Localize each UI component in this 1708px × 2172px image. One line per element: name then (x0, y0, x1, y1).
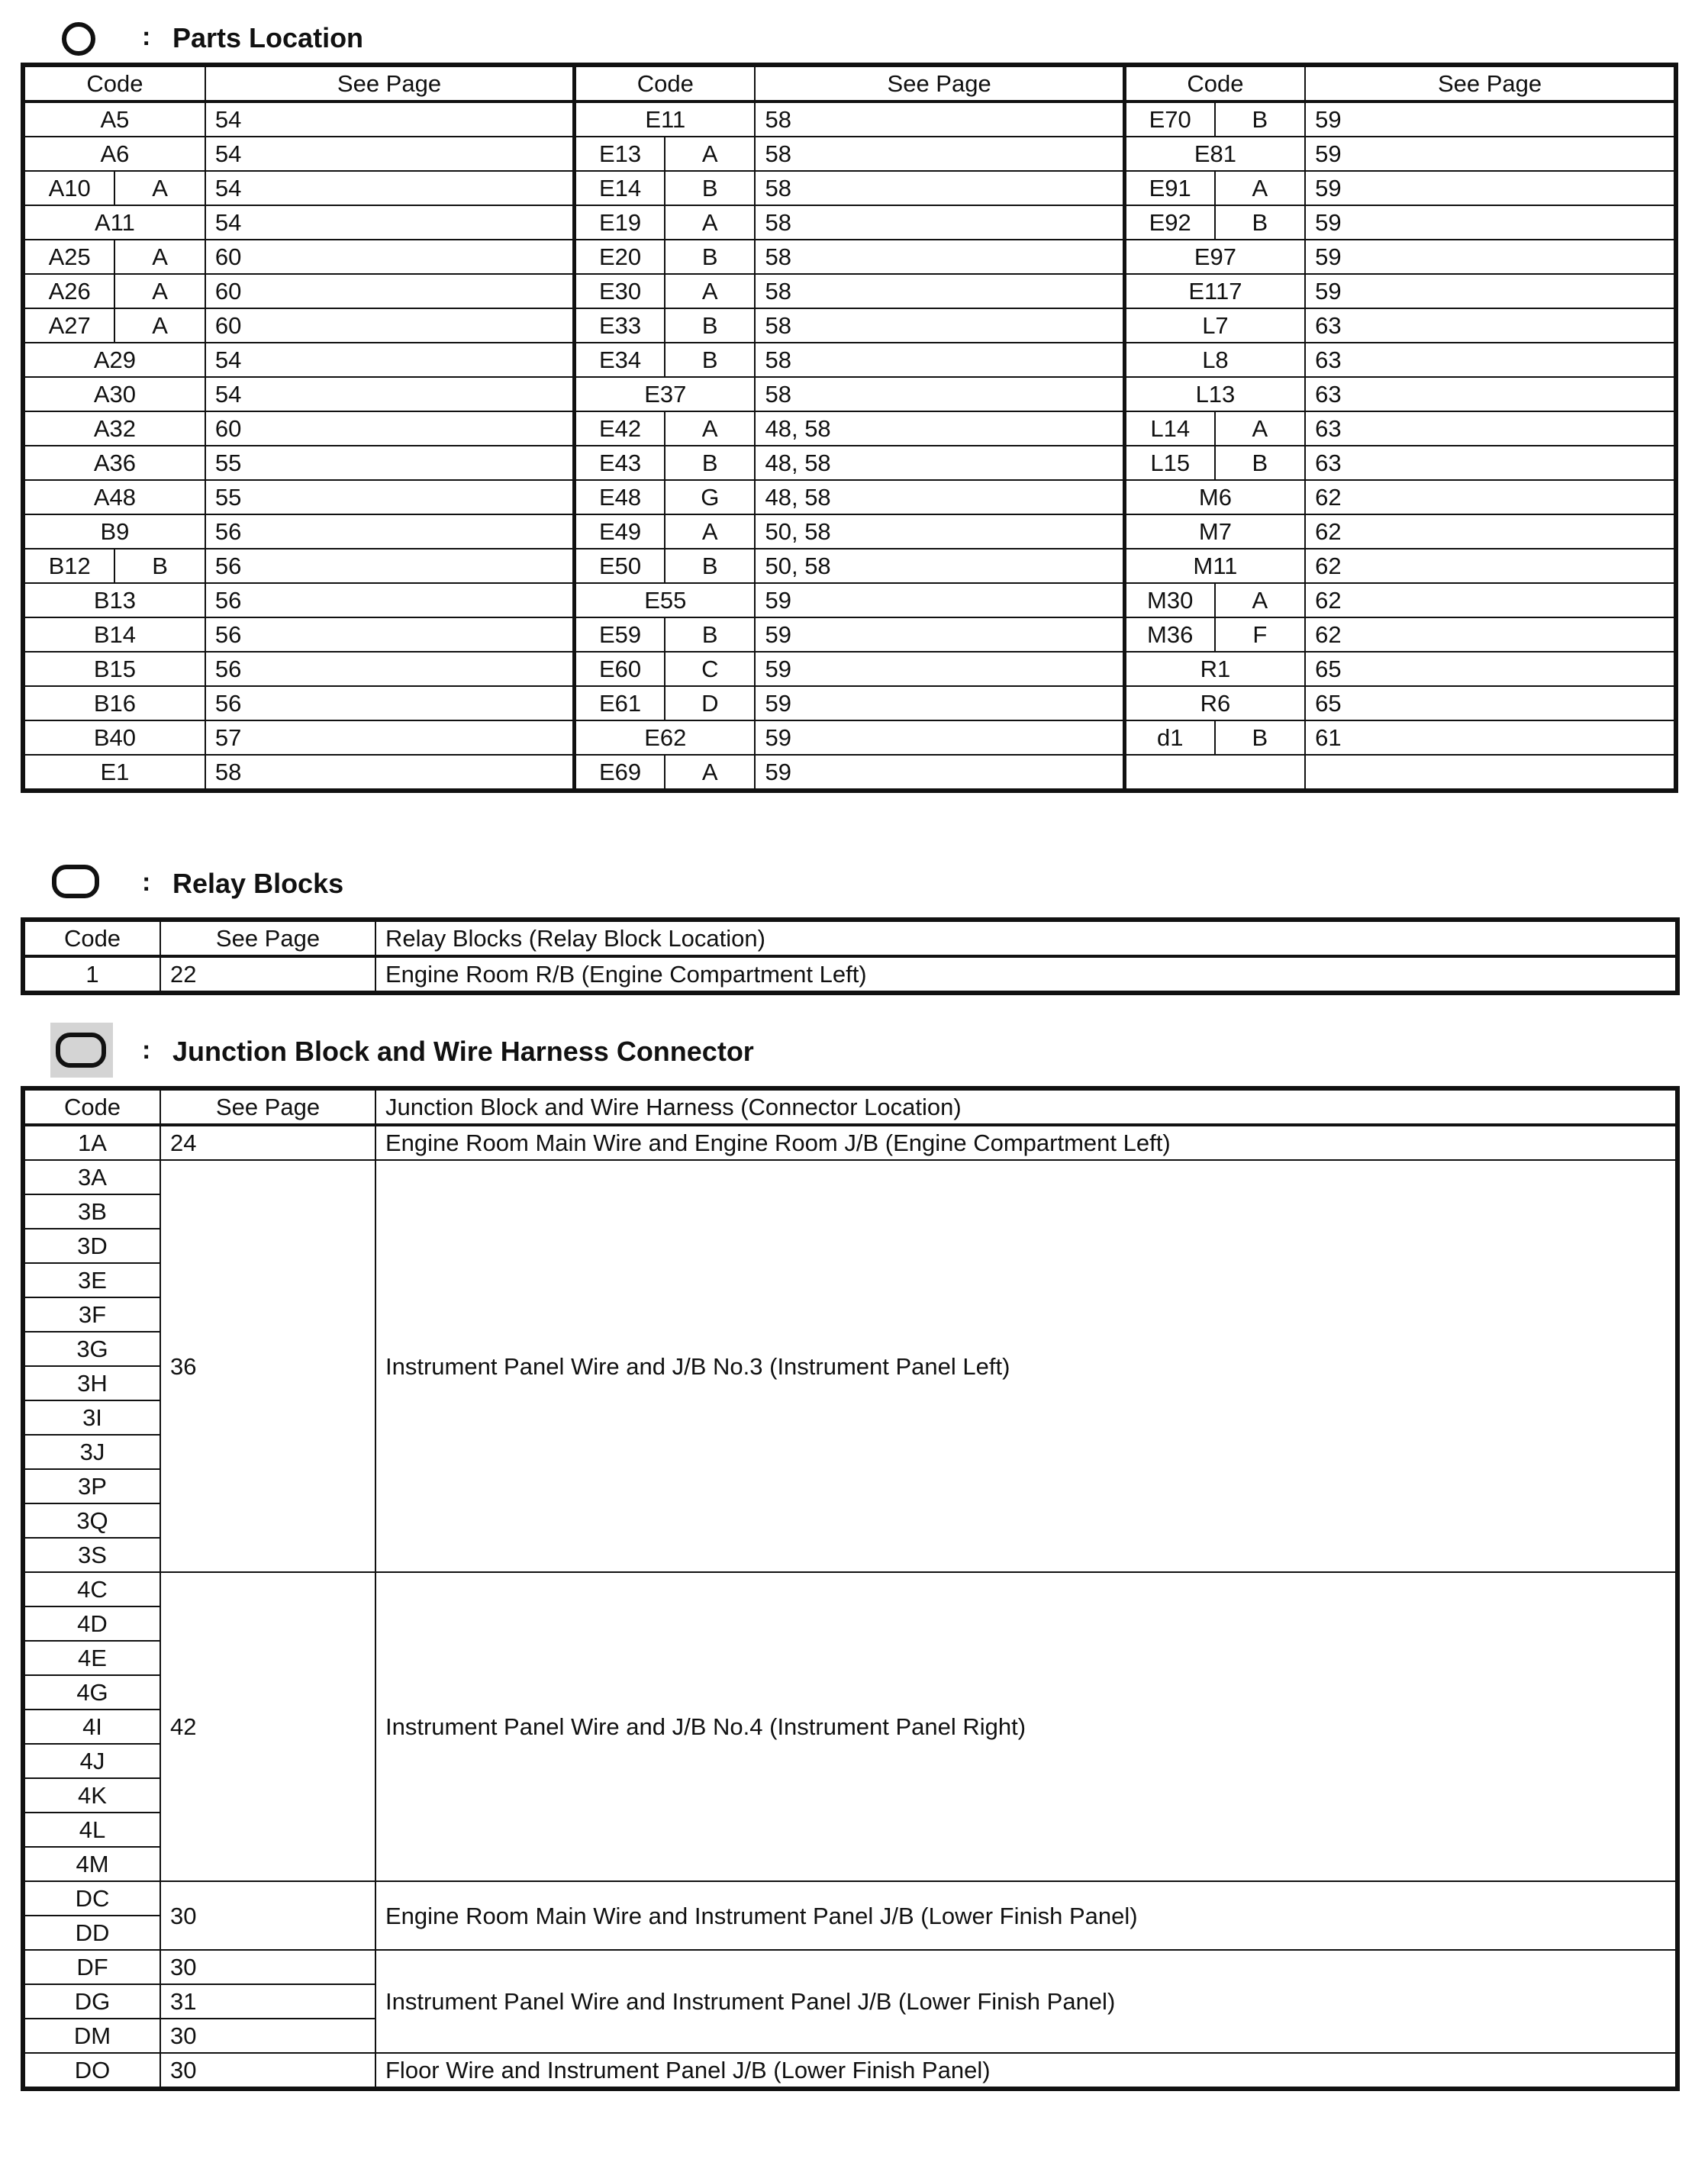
cell-page: 62 (1305, 514, 1674, 549)
cell-page: 59 (1305, 274, 1674, 308)
cell-code: E33 (575, 308, 665, 343)
cell-code: A36 (24, 446, 205, 480)
cell-connector-variant: B (114, 549, 205, 583)
cell-page: 61 (1305, 720, 1674, 755)
cell-code: E81 (1124, 137, 1305, 171)
cell-code: M6 (1124, 480, 1305, 514)
cell-code: DG (24, 1984, 160, 2019)
table-row (24, 102, 1674, 137)
cell-page: 56 (205, 652, 575, 686)
cell-page: 58 (755, 308, 1124, 343)
cell-code: E34 (575, 343, 665, 377)
cell-code: E14 (575, 171, 665, 205)
cell-page: 59 (1305, 171, 1674, 205)
cell-code: A26 (24, 274, 114, 308)
relay-blocks-table (24, 920, 1677, 992)
cell-page: 58 (755, 171, 1124, 205)
cell-page: 48, 58 (755, 480, 1124, 514)
cell-code: R1 (1124, 652, 1305, 686)
cell-connector-variant: A (1215, 411, 1305, 446)
cell-location: Instrument Panel Wire and Instrument Panel J/B (Lower Finish Panel) (375, 1950, 1676, 2053)
cell-page: 48, 58 (755, 446, 1124, 480)
cell-code: 1A (24, 1125, 160, 1160)
cell-location: Engine Room Main Wire and Instrument Panel J/B (Lower Finish Panel) (375, 1881, 1676, 1950)
cell-page: 59 (755, 720, 1124, 755)
cell-code: L8 (1124, 343, 1305, 377)
cell-code: M7 (1124, 514, 1305, 549)
cell-code: 3D (24, 1229, 160, 1263)
cell-code: E62 (575, 720, 756, 755)
section-title: Parts Location (172, 22, 364, 53)
table-row (24, 755, 1674, 789)
cell-code: 4J (24, 1744, 160, 1778)
cell-page: 50, 58 (755, 514, 1124, 549)
table-header-row (24, 921, 1676, 956)
cell-page: 65 (1305, 652, 1674, 686)
cell-code: 4D (24, 1606, 160, 1641)
cell-code: A29 (24, 343, 205, 377)
cell-page: 58 (755, 137, 1124, 171)
cell-connector-variant: D (665, 686, 755, 720)
cell-page: 59 (755, 686, 1124, 720)
table-row (24, 240, 1674, 274)
section-colon: : (142, 868, 151, 897)
cell-page: 30 (160, 2019, 375, 2053)
cell-code: d1 (1124, 720, 1214, 755)
cell-code: A48 (24, 480, 205, 514)
table-row (24, 377, 1674, 411)
cell-page: 59 (755, 617, 1124, 652)
cell-page: 54 (205, 343, 575, 377)
cell-code: E11 (575, 102, 756, 137)
cell-page: 55 (205, 446, 575, 480)
cell-location: Instrument Panel Wire and J/B No.4 (Instrument Panel Right) (375, 1572, 1676, 1881)
cell-page: 58 (755, 205, 1124, 240)
cell-page: 62 (1305, 480, 1674, 514)
cell-page: 62 (1305, 549, 1674, 583)
table-row (24, 1125, 1676, 1160)
header-location: Relay Blocks (Relay Block Location) (375, 921, 1676, 956)
cell-page: 55 (205, 480, 575, 514)
cell-page: 60 (205, 274, 575, 308)
cell-page: 30 (160, 2053, 375, 2087)
cell-code: E91 (1124, 171, 1214, 205)
cell-code: M11 (1124, 549, 1305, 583)
section-title: Junction Block and Wire Harness Connector (172, 1036, 754, 1067)
junction-block-table (24, 1089, 1677, 2088)
cell-page: 56 (205, 686, 575, 720)
cell-connector-variant: B (665, 171, 755, 205)
table-row (24, 411, 1674, 446)
table-header-row (24, 1090, 1676, 1125)
cell-code: 3H (24, 1366, 160, 1400)
table-row (24, 480, 1674, 514)
header-code: Code (24, 1090, 160, 1125)
cell-code: 3F (24, 1297, 160, 1332)
header-code: Code (1124, 66, 1305, 102)
table-row (24, 720, 1674, 755)
cell-connector-variant: B (1215, 205, 1305, 240)
table-row (24, 956, 1676, 991)
cell-connector-variant: B (1215, 102, 1305, 137)
cell-code: A6 (24, 137, 205, 171)
table-row (24, 1881, 1676, 1916)
cell-code: E43 (575, 446, 665, 480)
cell-location: Floor Wire and Instrument Panel J/B (Lower Finish Panel) (375, 2053, 1676, 2087)
cell-page: 54 (205, 102, 575, 137)
cell-page: 56 (205, 514, 575, 549)
cell-code: 3Q (24, 1503, 160, 1538)
cell-code: 4C (24, 1572, 160, 1606)
cell-page: 42 (160, 1572, 375, 1881)
table-row (24, 514, 1674, 549)
cell-code: E59 (575, 617, 665, 652)
cell-page: 24 (160, 1125, 375, 1160)
cell-location: Engine Room Main Wire and Engine Room J/B (Engine Compartment Left) (375, 1125, 1676, 1160)
cell-connector-variant: A (665, 755, 755, 789)
cell-page: 60 (205, 411, 575, 446)
parts-location-table (24, 66, 1675, 790)
cell-location: Engine Room R/B (Engine Compartment Left) (375, 956, 1676, 991)
cell-connector-variant: B (665, 240, 755, 274)
header-see-page: See Page (160, 1090, 375, 1125)
cell-code: DD (24, 1916, 160, 1950)
cell-page: 60 (205, 308, 575, 343)
cell-code: E42 (575, 411, 665, 446)
cell-connector-variant: A (665, 514, 755, 549)
cell-code: A5 (24, 102, 205, 137)
cell-connector-variant: A (665, 205, 755, 240)
section-colon: : (142, 1036, 151, 1065)
cell-page: 59 (1305, 240, 1674, 274)
cell-page: 57 (205, 720, 575, 755)
cell-code: E97 (1124, 240, 1305, 274)
cell-code: B16 (24, 686, 205, 720)
cell-page: 62 (1305, 583, 1674, 617)
table-row (24, 205, 1674, 240)
cell-page: 58 (755, 102, 1124, 137)
cell-code: 3A (24, 1160, 160, 1194)
cell-code: B40 (24, 720, 205, 755)
cell-code: 3S (24, 1538, 160, 1572)
cell-connector-variant: B (1215, 720, 1305, 755)
rounded-rect-icon (50, 862, 101, 901)
table-header-row (24, 66, 1674, 102)
cell-connector-variant: B (665, 617, 755, 652)
cell-code: B9 (24, 514, 205, 549)
cell-code: A27 (24, 308, 114, 343)
shaded-rounded-rect-icon (50, 1023, 113, 1078)
cell-page: 58 (755, 377, 1124, 411)
cell-page: 58 (755, 240, 1124, 274)
table-row (24, 274, 1674, 308)
cell-code: E37 (575, 377, 756, 411)
header-code: Code (575, 66, 756, 102)
cell-page: 31 (160, 1984, 375, 2019)
cell-page: 50, 58 (755, 549, 1124, 583)
cell-code: 4M (24, 1847, 160, 1881)
header-code: Code (24, 66, 205, 102)
cell-connector-variant: A (1215, 171, 1305, 205)
cell-page: 65 (1305, 686, 1674, 720)
circle-icon (60, 20, 98, 58)
cell-code: E1 (24, 755, 205, 789)
cell-code: E70 (1124, 102, 1214, 137)
cell-connector-variant: B (1215, 446, 1305, 480)
cell-code: 3G (24, 1332, 160, 1366)
cell-connector-variant: A (665, 137, 755, 171)
cell-code: DO (24, 2053, 160, 2087)
cell-page: 54 (205, 205, 575, 240)
cell-code: 3P (24, 1469, 160, 1503)
cell-connector-variant: G (665, 480, 755, 514)
cell-code: E48 (575, 480, 665, 514)
cell-code: B15 (24, 652, 205, 686)
cell-page (1305, 755, 1674, 789)
cell-connector-variant: B (665, 446, 755, 480)
cell-page: 59 (1305, 102, 1674, 137)
cell-code: DM (24, 2019, 160, 2053)
cell-code: L15 (1124, 446, 1214, 480)
cell-page: 59 (1305, 137, 1674, 171)
cell-code: 3E (24, 1263, 160, 1297)
cell-connector-variant: F (1215, 617, 1305, 652)
cell-code: E20 (575, 240, 665, 274)
cell-page: 63 (1305, 411, 1674, 446)
cell-code: 3J (24, 1435, 160, 1469)
table-row (24, 171, 1674, 205)
table-row (24, 549, 1674, 583)
table-row (24, 2053, 1676, 2087)
table-row (24, 343, 1674, 377)
cell-connector-variant: A (114, 240, 205, 274)
cell-code: DC (24, 1881, 160, 1916)
cell-page: 63 (1305, 308, 1674, 343)
cell-page: 22 (160, 956, 375, 991)
table-row (24, 1160, 1676, 1194)
cell-connector-variant: C (665, 652, 755, 686)
cell-connector-variant: A (1215, 583, 1305, 617)
table-row (24, 583, 1674, 617)
cell-page: 56 (205, 617, 575, 652)
cell-page: 58 (205, 755, 575, 789)
cell-page: 54 (205, 171, 575, 205)
cell-page: 58 (755, 343, 1124, 377)
cell-page: 36 (160, 1160, 375, 1572)
cell-page: 30 (160, 1950, 375, 1984)
cell-code: E117 (1124, 274, 1305, 308)
table-row (24, 1572, 1676, 1606)
header-see-page: See Page (755, 66, 1124, 102)
cell-page: 58 (755, 274, 1124, 308)
cell-code: A10 (24, 171, 114, 205)
cell-code: B12 (24, 549, 114, 583)
cell-page: 54 (205, 137, 575, 171)
cell-page: 62 (1305, 617, 1674, 652)
cell-location: Instrument Panel Wire and J/B No.3 (Instrument Panel Left) (375, 1160, 1676, 1572)
cell-code: A11 (24, 205, 205, 240)
cell-page: 54 (205, 377, 575, 411)
header-see-page: See Page (1305, 66, 1674, 102)
cell-code: 4L (24, 1813, 160, 1847)
cell-page: 59 (755, 583, 1124, 617)
table-row (24, 617, 1674, 652)
cell-code: E69 (575, 755, 665, 789)
header-location: Junction Block and Wire Harness (Connector Location) (375, 1090, 1676, 1125)
cell-code: M30 (1124, 583, 1214, 617)
cell-code: B13 (24, 583, 205, 617)
header-code: Code (24, 921, 160, 956)
header-see-page: See Page (160, 921, 375, 956)
cell-connector-variant: A (665, 411, 755, 446)
cell-code: E92 (1124, 205, 1214, 240)
cell-page: 30 (160, 1881, 375, 1950)
cell-code: 3I (24, 1400, 160, 1435)
section-colon: : (142, 22, 151, 51)
cell-code: E13 (575, 137, 665, 171)
cell-code: E50 (575, 549, 665, 583)
cell-code: 4I (24, 1710, 160, 1744)
cell-connector-variant: A (114, 274, 205, 308)
cell-code (1124, 755, 1305, 789)
section-title: Relay Blocks (172, 868, 344, 899)
cell-code: 4E (24, 1641, 160, 1675)
cell-page: 63 (1305, 377, 1674, 411)
cell-code: E30 (575, 274, 665, 308)
cell-connector-variant: B (665, 343, 755, 377)
cell-code: E60 (575, 652, 665, 686)
cell-connector-variant: B (665, 308, 755, 343)
cell-code: L14 (1124, 411, 1214, 446)
cell-page: 59 (755, 652, 1124, 686)
cell-code: E19 (575, 205, 665, 240)
cell-code: E49 (575, 514, 665, 549)
cell-code: 1 (24, 956, 160, 991)
cell-page: 48, 58 (755, 411, 1124, 446)
table-row (24, 1950, 1676, 1984)
table-row (24, 137, 1674, 171)
cell-page: 59 (755, 755, 1124, 789)
cell-page: 59 (1305, 205, 1674, 240)
table-row (24, 652, 1674, 686)
table-row (24, 446, 1674, 480)
cell-code: A25 (24, 240, 114, 274)
cell-code: L13 (1124, 377, 1305, 411)
cell-page: 60 (205, 240, 575, 274)
cell-code: 4G (24, 1675, 160, 1710)
table-row (24, 308, 1674, 343)
cell-page: 56 (205, 549, 575, 583)
cell-code: 3B (24, 1194, 160, 1229)
cell-code: E55 (575, 583, 756, 617)
cell-connector-variant: A (114, 171, 205, 205)
cell-code: DF (24, 1950, 160, 1984)
cell-page: 63 (1305, 343, 1674, 377)
cell-page: 63 (1305, 446, 1674, 480)
cell-code: R6 (1124, 686, 1305, 720)
cell-code: L7 (1124, 308, 1305, 343)
cell-code: B14 (24, 617, 205, 652)
cell-code: 4K (24, 1778, 160, 1813)
cell-code: A30 (24, 377, 205, 411)
cell-code: M36 (1124, 617, 1214, 652)
cell-code: E61 (575, 686, 665, 720)
cell-connector-variant: A (665, 274, 755, 308)
cell-page: 56 (205, 583, 575, 617)
header-see-page: See Page (205, 66, 575, 102)
table-row (24, 686, 1674, 720)
cell-connector-variant: A (114, 308, 205, 343)
cell-connector-variant: B (665, 549, 755, 583)
cell-code: A32 (24, 411, 205, 446)
